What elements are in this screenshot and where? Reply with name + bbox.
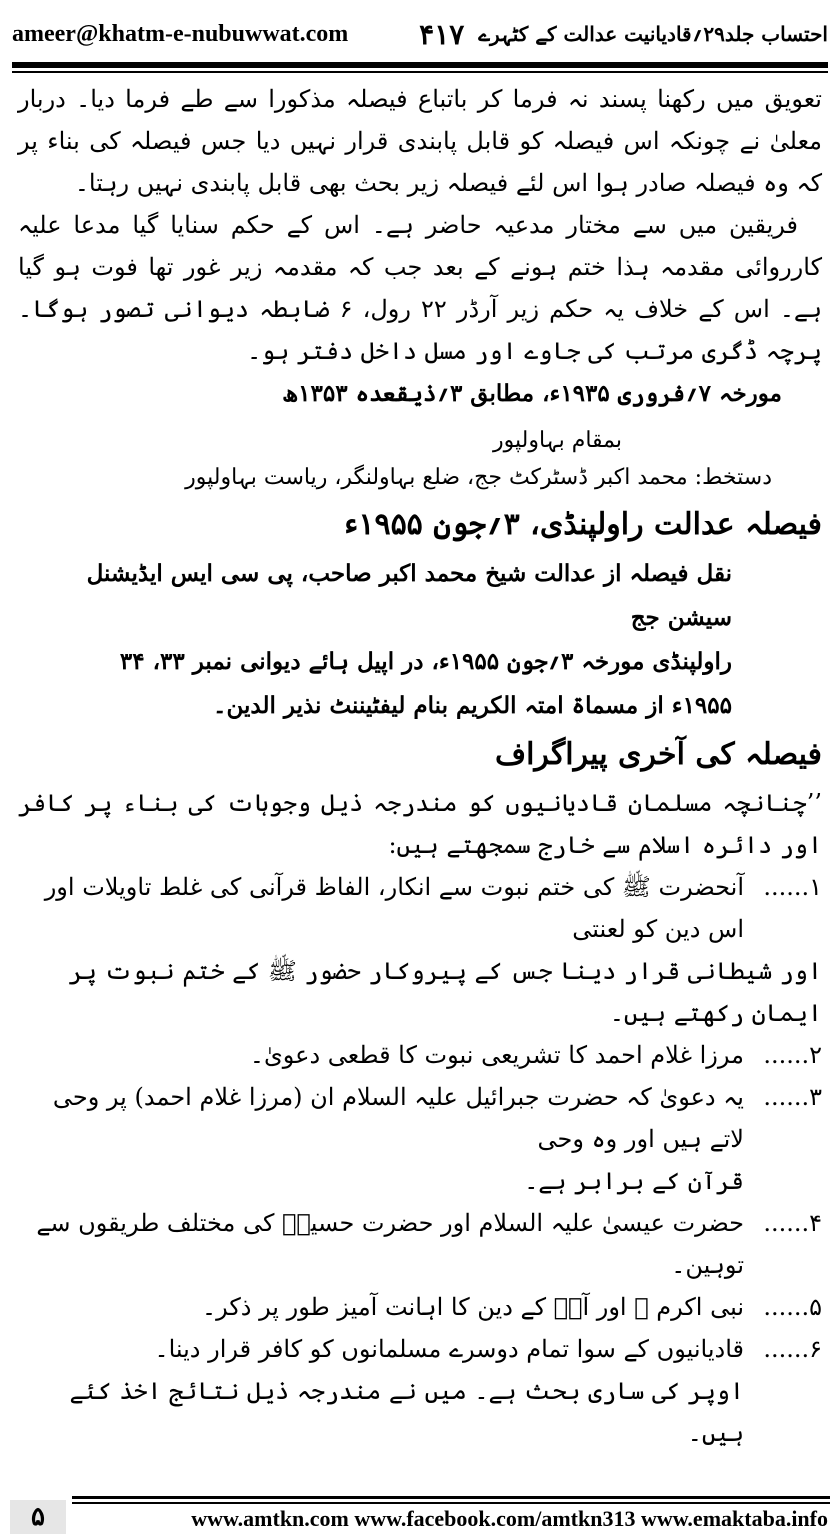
heading-rawalpindi-judgment: فیصلہ عدالت راولپنڈی، ۳؍جون ۱۹۵۵ء [344, 507, 822, 542]
list-item-text: یہ دعویٰ کہ حضرت جبرائیل علیہ السلام ان (مرزا غلام احمد) پر وحی لاتے ہیں اور وہ وحی [52, 1083, 744, 1153]
list-item-number: ۵...... [763, 1293, 822, 1321]
list-item-number: ۲...... [763, 1041, 822, 1069]
list-item-continuation: اور شیطانی قرار دینا جس کے پیروکار حضور ﷺ کے ختم نبوت پر ایمان رکھتے ہیں۔ [68, 957, 822, 1027]
signature-line: دستخط: محمد اکبر ڈسٹرکٹ جج، ضلع بہاولنگر، ریاست بہاولپور [185, 465, 772, 490]
heading-last-paragraph: فیصلہ کی آخری پیراگراف [494, 737, 822, 772]
list-item-text: حضرت عیسیٰ علیہ السلام اور حضرت حسینؓ کی مختلف طریقوں سے توہین۔ [36, 1209, 744, 1279]
footer-links[interactable]: www.amtkn.com www.facebook.com/amtkn313 www.emaktaba.info [191, 1506, 828, 1531]
subheading-line-1: نقل فیصلہ از عدالت شیخ محمد اکبر صاحب، پی سی ایس ایڈیشنل سیشن جج [86, 560, 732, 631]
list-item-number: ۱...... [763, 873, 822, 901]
list-item [18, 866, 822, 950]
place-line: بمقام بہاولپور [493, 428, 622, 453]
header-title-group [419, 18, 828, 51]
footer-rule-bottom [72, 1502, 830, 1504]
list-item [18, 1328, 822, 1370]
page-number: ۴۱۷ [419, 17, 465, 51]
list-item-text: آنحضرت ﷺ کی ختم نبوت سے انکار، الفاظ قرآنی کی غلط تاویلات اور اس دین کو لعنتی [44, 873, 744, 943]
list-item-number: ۳...... [763, 1083, 822, 1111]
footer-rule-top [72, 1496, 830, 1499]
list-item [18, 1202, 822, 1286]
running-title: احتساب جلد۲۹؍قادیانیت عدالت کے کٹہرے [478, 22, 828, 46]
footer-page-marker: ۵ [10, 1500, 66, 1534]
subheading-line-2: راولپنڈی مورخہ ۳؍جون ۱۹۵۵ء، در اپیل ہائے دیوانی نمبر ۳۳، ۳۴ [119, 648, 732, 675]
list-item-continuation: قرآن کے برابر ہے۔ [524, 1167, 744, 1195]
list-item-text: مرزا غلام احمد کا تشریعی نبوت کا قطعی دعویٰ۔ [249, 1041, 744, 1069]
list-item [18, 1034, 822, 1076]
list-item-number: ۶...... [763, 1335, 822, 1363]
page-body [18, 78, 822, 1454]
list-item-text: نبی اکرم ﷺ اور آپؐ کے دین کا اہانت آمیز طور پر ذکر۔ [202, 1293, 744, 1321]
header-rule-thick [12, 62, 828, 68]
list-item-number: ۴...... [763, 1209, 822, 1237]
paragraph-1: تعویق میں رکھنا پسند نہ فرما کر باتباع فیصلہ مذکورا سے طے فرما دیا۔ دربار معلیٰ نے چونکہ اس فیصلہ کو قابل پابندی قرار نہیں دیا جس فیصلہ کی بناء پر کہ وہ فیصلہ صادر ہوا اس لئے فیصلہ زیر بحث بھی قابل پابندی نہیں رہتا۔ [18, 85, 823, 197]
list-item [18, 1076, 822, 1160]
paragraph-3: ’’چنانچہ مسلمان قادیانیوں کو مندرجہ ذیل وجوہات کی بناء پر کافر اور دائرہ اسلام سے خارج سمجھتے ہیں: [18, 789, 822, 859]
page-footer [0, 1494, 840, 1540]
closing-line: اوپر کی ساری بحث ہے۔ میں نے مندرجہ ذیل نتائج اخذ کئے ہیں۔ [69, 1377, 744, 1447]
list-item-text: قادیانیوں کے سوا تمام دوسرے مسلمانوں کو کافر قرار دینا۔ [154, 1335, 744, 1363]
subheading-line-3: ۱۹۵۵ء از مسماۃ امتہ الکریم بنام لیفٹیننٹ نذیر الدین۔ [213, 692, 732, 719]
header-rule-thin [12, 71, 828, 73]
header-email[interactable]: ameer@khatm-e-nubuwwat.com [12, 20, 349, 47]
date-line: مورخہ ۷؍فروری ۱۹۳۵ء، مطابق ۳؍ذیقعدہ ۱۳۵۳ھ [282, 380, 782, 407]
paragraph-2: فریقین میں سے مختار مدعیہ حاضر ہے۔ اس کے حکم سنایا گیا مدعا علیہ کارروائی مقدمہ ہذا ختم ہونے کے بعد جب کہ مقدمہ زیر غور تھا فوت ہو گیا ہے۔ اس کے خلاف یہ حکم زیر آرڈر ۲۲ رول، ۶ ضابطہ دیوانی تصور ہوگا۔ پرچہ ڈگری مرتب کی جاوے اور مسل داخل دفتر ہو۔ [18, 211, 823, 365]
page-header [12, 12, 828, 56]
list-item [18, 1286, 822, 1328]
